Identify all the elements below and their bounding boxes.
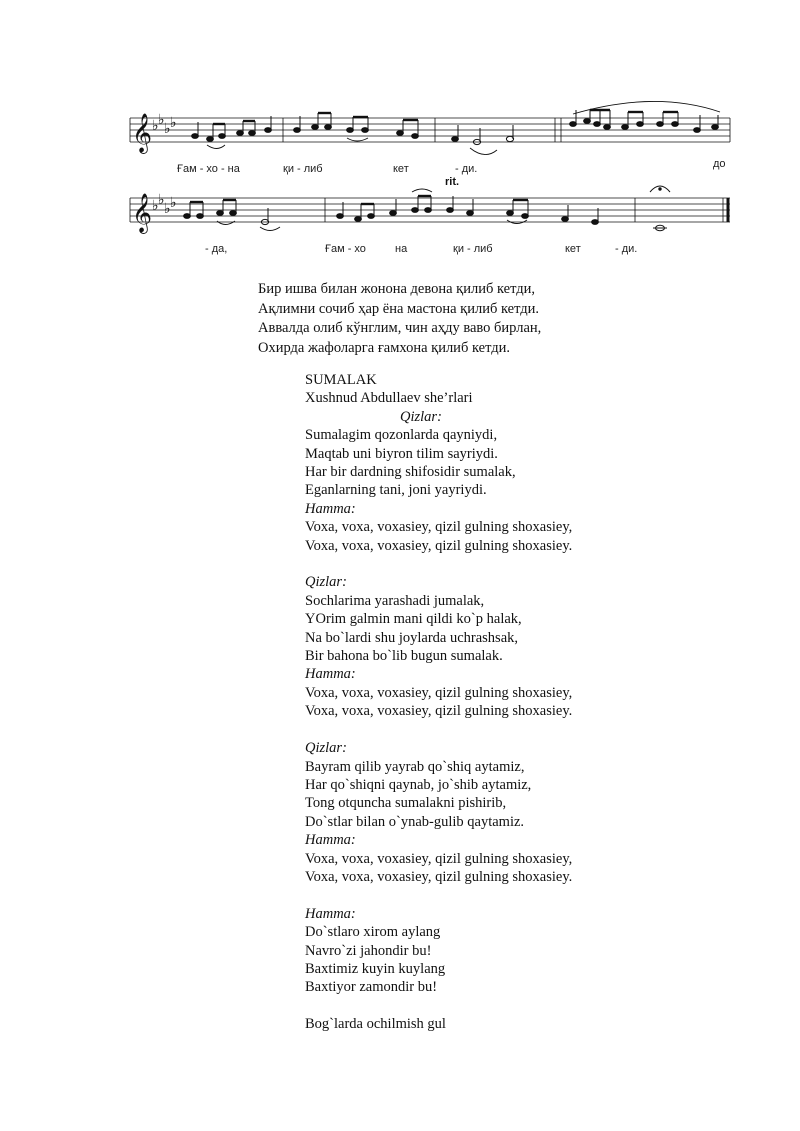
svg-text:♭: ♭ xyxy=(164,121,171,137)
song-title: SUMALAK xyxy=(305,372,377,388)
chorus-line: Voxa, voxa, voxasiey, qizil gulning shoxasiey. xyxy=(305,868,573,885)
score-lyric: на xyxy=(395,243,408,255)
score-lyric: - ди. xyxy=(615,243,638,255)
verse-line: Охирда жафоларга ғамхона қилиб кетди. xyxy=(258,339,510,356)
svg-text:♭: ♭ xyxy=(158,192,165,208)
verse-line: Sumalagim qozonlarda qayniydi, xyxy=(305,427,498,444)
section-heading: Hamma: xyxy=(305,500,356,517)
score-lyric: - да, xyxy=(205,243,228,255)
section-heading: Qizlar: xyxy=(305,574,347,591)
verse-line: Ақлимни сочиб ҳар ёна мастона қилиб кетди. xyxy=(258,300,540,317)
score-lyric: кет xyxy=(393,163,409,175)
svg-text:♭: ♭ xyxy=(164,201,171,217)
section-heading: Hamma: xyxy=(305,905,356,922)
chorus-line: Voxa, voxa, voxasiey, qizil gulning shoxasiey. xyxy=(305,537,573,554)
verse-line: Bog`larda ochilmish gul xyxy=(305,1016,446,1033)
chorus-line: Voxa, voxa, voxasiey, qizil gulning shoxasiey. xyxy=(305,703,573,720)
verse-line: Navro`zi jahondir bu! xyxy=(305,942,432,959)
verse-line: Bayram qilib yayrab qo`shiq aytamiz, xyxy=(305,758,525,775)
svg-text:♭: ♭ xyxy=(152,118,159,134)
music-score xyxy=(125,100,735,270)
verse-line: Baxtiyor zamondir bu! xyxy=(305,979,438,996)
score-lyric: - ди. xyxy=(455,163,478,175)
svg-text:♭: ♭ xyxy=(158,112,165,128)
score-lyric: Ғам - хо xyxy=(325,243,366,255)
score-lyric: кет xyxy=(565,243,581,255)
score-lyric: до xyxy=(713,158,726,170)
svg-text:♭: ♭ xyxy=(170,195,177,211)
blank-line xyxy=(305,886,572,904)
song-author: Xushnud Abdullaev she’rlari xyxy=(305,390,473,407)
cyrillic-verse xyxy=(258,280,541,358)
section-heading: Hamma: xyxy=(305,832,356,849)
verse-line: Har bir dardning shifosidir sumalak, xyxy=(305,464,516,481)
chorus-line: Voxa, voxa, voxasiey, qizil gulning shoxasiey, xyxy=(305,519,573,536)
verse-line: Baxtimiz kuyin kuylang xyxy=(305,960,446,977)
chorus-line: Voxa, voxa, voxasiey, qizil gulning shoxasiey, xyxy=(305,850,573,867)
blank-line xyxy=(305,555,572,573)
blank-line xyxy=(305,997,572,1015)
verse-line: Do`stlaro xirom aylang xyxy=(305,924,441,941)
verse-line: Do`stlar bilan o`ynab-gulib qaytamiz. xyxy=(305,813,525,830)
verse-line: Tong otquncha sumalakni pishirib, xyxy=(305,795,507,812)
section-heading: Hamma: xyxy=(305,666,356,683)
score-lyric: қи - либ xyxy=(453,243,493,255)
verse-line: YOrim galmin mani qildi ko`p halak, xyxy=(305,611,522,628)
song-text xyxy=(305,371,572,1034)
verse-line: Har qo`shiqni qaynab, jo`shib aytamiz, xyxy=(305,776,532,793)
verse-line: Бир ишва билан жонона девона қилиб кетди, xyxy=(258,281,535,297)
svg-text:𝄞: 𝄞 xyxy=(132,113,153,153)
rit-mark: rit. xyxy=(445,176,460,188)
score-lyric: Ғам - хо - на xyxy=(177,163,240,175)
verse-line: Maqtab uni biyron tilim sayriydi. xyxy=(305,445,498,462)
verse-line: Na bo`lardi shu joylarda uchrashsak, xyxy=(305,629,519,646)
verse-line: Sochlarima yarashadi jumalak, xyxy=(305,592,485,609)
verse-line: Eganlarning tani, joni yayriydi. xyxy=(305,482,487,499)
blank-line xyxy=(305,721,572,739)
svg-text:♭: ♭ xyxy=(170,115,177,131)
svg-text:♭: ♭ xyxy=(152,198,159,214)
chorus-line: Voxa, voxa, voxasiey, qizil gulning shoxasiey, xyxy=(305,684,573,701)
verse-line: Bir bahona bo`lib bugun sumalak. xyxy=(305,648,503,665)
section-heading: Qizlar: xyxy=(400,408,442,425)
score-lyric: қи - либ xyxy=(283,163,323,175)
verse-line: Аввалда олиб кўнглим, чин аҳду ваво бирлан, xyxy=(258,320,542,336)
svg-text:𝄞: 𝄞 xyxy=(132,193,153,233)
section-heading: Qizlar: xyxy=(305,740,347,757)
